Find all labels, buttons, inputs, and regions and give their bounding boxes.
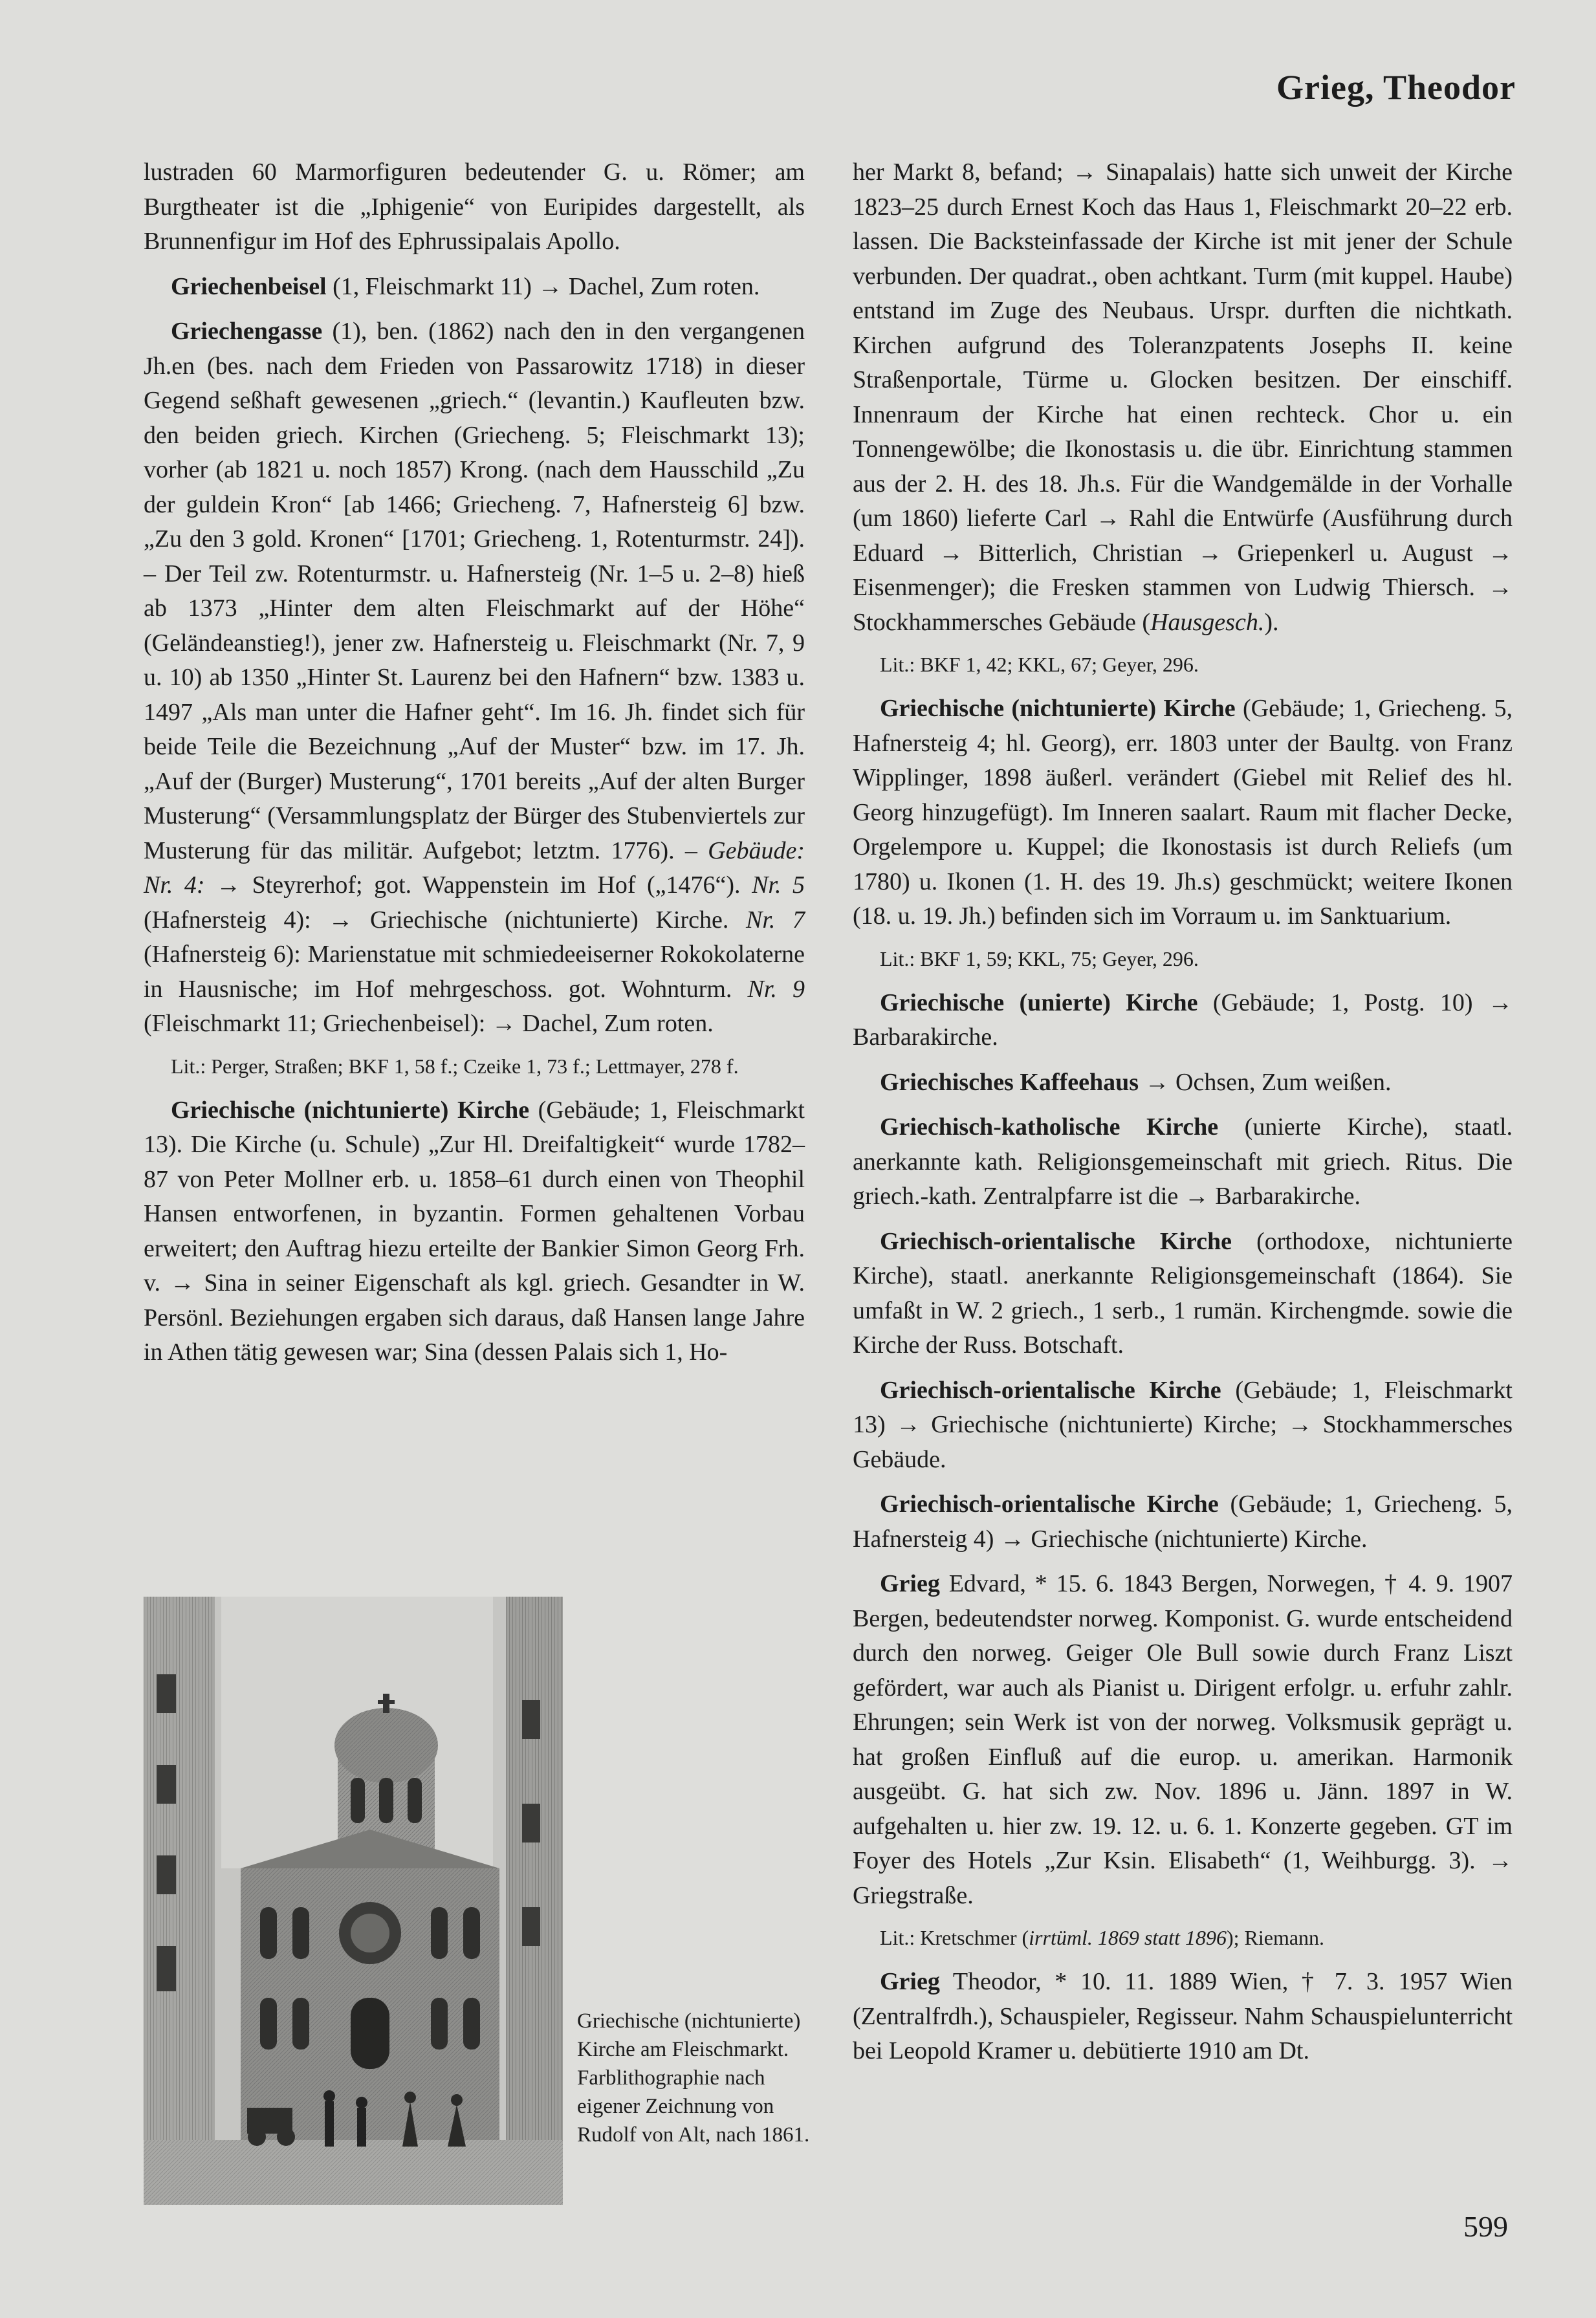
entry-text: (Fleischmarkt 11; Griechenbeisel): → Dachel, Zum roten.	[144, 1010, 714, 1037]
entry-text: (1), ben. (1862) nach den in den vergangenen Jh.en (bes. nach dem Frieden von Passarowitz 1718) in dieser Gegend seßhaft gewesenen „griech.“ (levantin.) Kaufleuten bzw. den beiden griech. Kirchen (Griecheng. 5; Fleischmarkt 13); vorher (ab 1821 u. noch 1857) Krong. (nach dem Hausschild „Zu der guldein Kron“ [ab 1466; Griecheng. 7, Hafnersteig 6] bzw. „Zu den 3 gold. Kronen“ [1701; Griecheng. 1, Rotenturmstr. 24]). – Der Teil zw. Rotenturmstr. u. Hafnersteig (Nr. 1–5 u. 2–8) hieß ab 1373 „Hinter dem alten Fleischmarkt auf der Höhe“ (Geländeanstieg!), jener zw. Hafnersteig u. Fleischmarkt (Nr. 7, 9 u. 10) ab 1350 „Hinter St. Laurenz bei den Hafnern“ bzw. 1383 u. 1497 „Als man unter die Hafner geht“. Im 16. Jh. findet sich für beide Teile die Bezeichnung „Auf der Muster“ bzw. im 17. Jh. „Auf der (Burger) Musterung“, 1701 bereits „Auf der alten Burger Musterung“ (Versammlungsplatz der Bürger des Stubenviertels zur Musterung für das militär. Aufgebot; letztm. 1776). –	[144, 318, 805, 864]
entry-headword: Griechisch-katholische Kirche	[880, 1113, 1219, 1141]
entry-headword: Griechisches Kaffeehaus	[880, 1068, 1139, 1096]
entry-griechische-unierte-kirche	[853, 986, 1513, 1055]
literature-reference	[853, 1923, 1513, 1952]
entry-headword: Griechenbeisel	[171, 272, 327, 300]
entry-griechisch-katholische-kirche	[853, 1110, 1513, 1214]
entry-headword: Griechengasse	[171, 318, 323, 345]
entry-griechische-kirche-fleischmarkt	[144, 1093, 805, 1370]
entry-text: (orthodoxe, nichtunierte Kirche), staatl. anerkannte Religionsgemeinschaft (1864). Sie umfaßt in W. 2 griech., 1 serb., 1 rumän. Kirchengmde. sowie die Kirche der Russ. Botschaft.	[853, 1227, 1513, 1359]
entry-text: (Hafnersteig 6): Marienstatue mit schmiedeeiserner Rokokolaterne in Hausnische; im Hof mehrgeschoss. got. Wohnturm.	[144, 941, 805, 1003]
entry-text: (Gebäude; 1, Postg. 10) → Barbarakirche.	[853, 989, 1513, 1051]
entry-italic: Nr. 9	[747, 975, 805, 1003]
page-number: 599	[1463, 2210, 1508, 2243]
entry-text: (1, Fleischmarkt 11) → Dachel, Zum roten.	[326, 272, 760, 300]
literature-reference: Lit.: BKF 1, 42; KKL, 67; Geyer, 296.	[880, 653, 1199, 676]
entry-headword: Griechische (nichtunierte) Kirche	[880, 695, 1236, 722]
entry-text: ).	[1264, 608, 1279, 636]
entry-griechengasse	[144, 314, 805, 1042]
running-header: Grieg, Theodor	[1276, 68, 1516, 107]
entry-grieg-theodor	[853, 1965, 1513, 2069]
entry-text: (Gebäude; 1, Fleischmarkt 13). Die Kirche (u. Schule) „Zur Hl. Dreifaltigkeit“ wurde 1782–87 von Peter Mollner erb. u. 1858–61 durch einen von Theophil Hansen entworfenen, in byzantin. Formen gehaltenen Vorbau erweitert; den Auftrag hiezu erteilte der Bankier Simon Georg Frh. v. → Sina in seiner Eigenschaft als kgl. griech. Gesandter in W. Persönl. Beziehungen ergaben sich daraus, daß Hansen lange Jahre in Athen tätig gewesen war; Sina (dessen Palais sich 1, Ho-	[144, 1096, 805, 1366]
entry-headword: Griechische (nichtunierte) Kirche	[171, 1096, 530, 1124]
entry-italic: Hausgesch.	[1150, 608, 1265, 636]
entry-headword: Griechische (unierte) Kirche	[880, 989, 1198, 1016]
entry-text: Theodor, * 10. 11. 1889 Wien, † 7. 3. 1957 Wien (Zentralfrdh.), Schauspieler, Regisseur. Nahm Schauspielunterricht bei Leopold Kramer u. debütierte 1910 am Dt.	[853, 1968, 1513, 2064]
entry-headword: Griechisch-orientalische Kirche	[880, 1227, 1232, 1255]
entry-text: (Gebäude; 1, Griecheng. 5, Hafnersteig 4) → Griechische (nichtunierte) Kirche.	[853, 1491, 1513, 1553]
entry-text: (Gebäude; 1, Griecheng. 5, Hafnersteig 4; hl. Georg), err. 1803 unter der Baultg. von Franz Wipplinger, 1898 äußerl. verändert (Giebel mit Relief des hl. Georg hinzugefügt). Im Inneren saalart. Raum mit flacher Decke, Orgelempore u. Kuppel; die Ikonostasis ist durch Reliefs (um 1780) u. Ikonen (1. H. des 19. Jh.s) geschmückt; weitere Ikonen (18. u. 19. Jh.) befinden sich im Vorraum u. im Sanktuarium.	[853, 695, 1513, 930]
left-column	[144, 155, 805, 1381]
entry-italic: Gebäude: Nr. 4:	[144, 836, 805, 899]
literature-reference: Lit.: BKF 1, 59; KKL, 75; Geyer, 296.	[880, 946, 1199, 970]
entry-headword: Griechisch-orientalische Kirche	[880, 1491, 1219, 1518]
paragraph-continuation: lustraden 60 Marmorfiguren bedeutender G. u. Römer; am Burgtheater ist die „Iphigenie“ von Euripides dargestellt, als Brunnenfigur im Hof des Ephrussipalais Apollo.	[144, 159, 805, 255]
entry-text: (Gebäude; 1, Fleischmarkt 13) → Griechische (nichtunierte) Kirche; → Stockhammersches Gebäude.	[853, 1376, 1513, 1473]
paragraph-continuation	[853, 155, 1513, 640]
entry-headword: Grieg	[880, 1570, 940, 1597]
entry-text: ); Riemann.	[1226, 1926, 1325, 1949]
entry-text: Lit.: Kretschmer (	[880, 1926, 1029, 1949]
entry-italic: Nr. 5	[752, 871, 805, 899]
entry-text: Edvard, * 15. 6. 1843 Bergen, Norwegen, † 4. 9. 1907 Bergen, bedeutendster norweg. Komponist. G. wurde entscheidend durch den norweg. Geiger Ole Bull sowie durch Franz Liszt gefördert, war auch als Pianist u. Dirigent erfolgr. u. erfuhr zahlr. Ehrungen; sein Werk ist von der norweg. Volksmusik geprägt u. hat großen Einfluß auf die europ. u. amerikan. Harmonik ausgeübt. G. hat sich zw. Nov. 1896 u. Jänn. 1897 in W. aufgehalten u. hier zw. 19. 12. u. 6. 1. Konzerte gegeben. GT im Foyer des Hotels „Zur Ksin. Elisabeth“ (1, Weihburgg. 3). → Griegstraße.	[853, 1570, 1513, 1909]
entry-griechisches-kaffeehaus	[853, 1066, 1513, 1100]
right-column	[853, 155, 1513, 2079]
church-illustration	[144, 1597, 563, 2205]
entry-italic: Nr. 7	[745, 906, 805, 934]
entry-griechisch-orientalische-kirche-griechengasse	[853, 1487, 1513, 1557]
church-lithograph-image	[144, 1597, 563, 2205]
entry-griechische-kirche-griechengasse	[853, 692, 1513, 934]
figure-caption: Griechische (nichtunierte) Kirche am Fleischmarkt. Farblithographie nach eigener Zeichnung von Rudolf von Alt, nach 1861.	[577, 2009, 810, 2147]
entry-text: → Ochsen, Zum weißen.	[1139, 1068, 1392, 1096]
entry-italic: irrtüml. 1869 statt 1896	[1029, 1926, 1227, 1949]
entry-text: (Hafnersteig 4): → Griechische (nichtunierte) Kirche.	[144, 906, 746, 934]
entry-text: her Markt 8, befand; → Sinapalais) hatte sich unweit der Kirche 1823–25 durch Ernest Koch das Haus 1, Fleischmarkt 20–22 erb. lassen. Die Backsteinfassade der Kirche ist mit jener der Schule verbunden. Der quadrat., oben achtkant. Turm (mit kuppel. Haube) entstand im Zuge des Neubaus. Urspr. durften die nichtkath. Kirchen aufgrund des Toleranzpatents Josephs II. keine Straßenportale, Türme u. Glocken besitzen. Der einschiff. Innenraum der Kirche hat einen rechteck. Chor u. ein Tonnengewölbe; die Ikonostasis u. die übr. Einrichtung stammen aus der 2. H. des 18. Jh.s. Für die Wandgemälde in der Vorhalle (um 1860) lieferte Carl → Rahl die Entwürfe (Ausführung durch Eduard → Bitterlich, Christian → Griepenkerl u. August → Eisenmenger); die Fresken stammen von Ludwig Thiersch. → Stockhammersches Gebäude (	[853, 159, 1513, 636]
entry-headword: Griechisch-orientalische Kirche	[880, 1376, 1221, 1404]
entry-text: (unierte Kirche), staatl. anerkannte kath. Religionsgemeinschaft mit griech. Ritus. Die griech.-kath. Zentralpfarre ist die → Barbarakirche.	[853, 1113, 1513, 1210]
entry-griechisch-orientalische-kirche	[853, 1225, 1513, 1363]
literature-reference: Lit.: Perger, Straßen; BKF 1, 58 f.; Czeike 1, 73 f.; Lettmayer, 278 f.	[171, 1054, 739, 1078]
entry-text: → Steyrerhof; got. Wappenstein im Hof („1476“).	[204, 871, 752, 899]
entry-grieg-edvard	[853, 1567, 1513, 1913]
entry-griechenbeisel	[144, 270, 805, 305]
entry-headword: Grieg	[880, 1968, 940, 1995]
entry-griechisch-orientalische-kirche-fleischmarkt	[853, 1373, 1513, 1478]
